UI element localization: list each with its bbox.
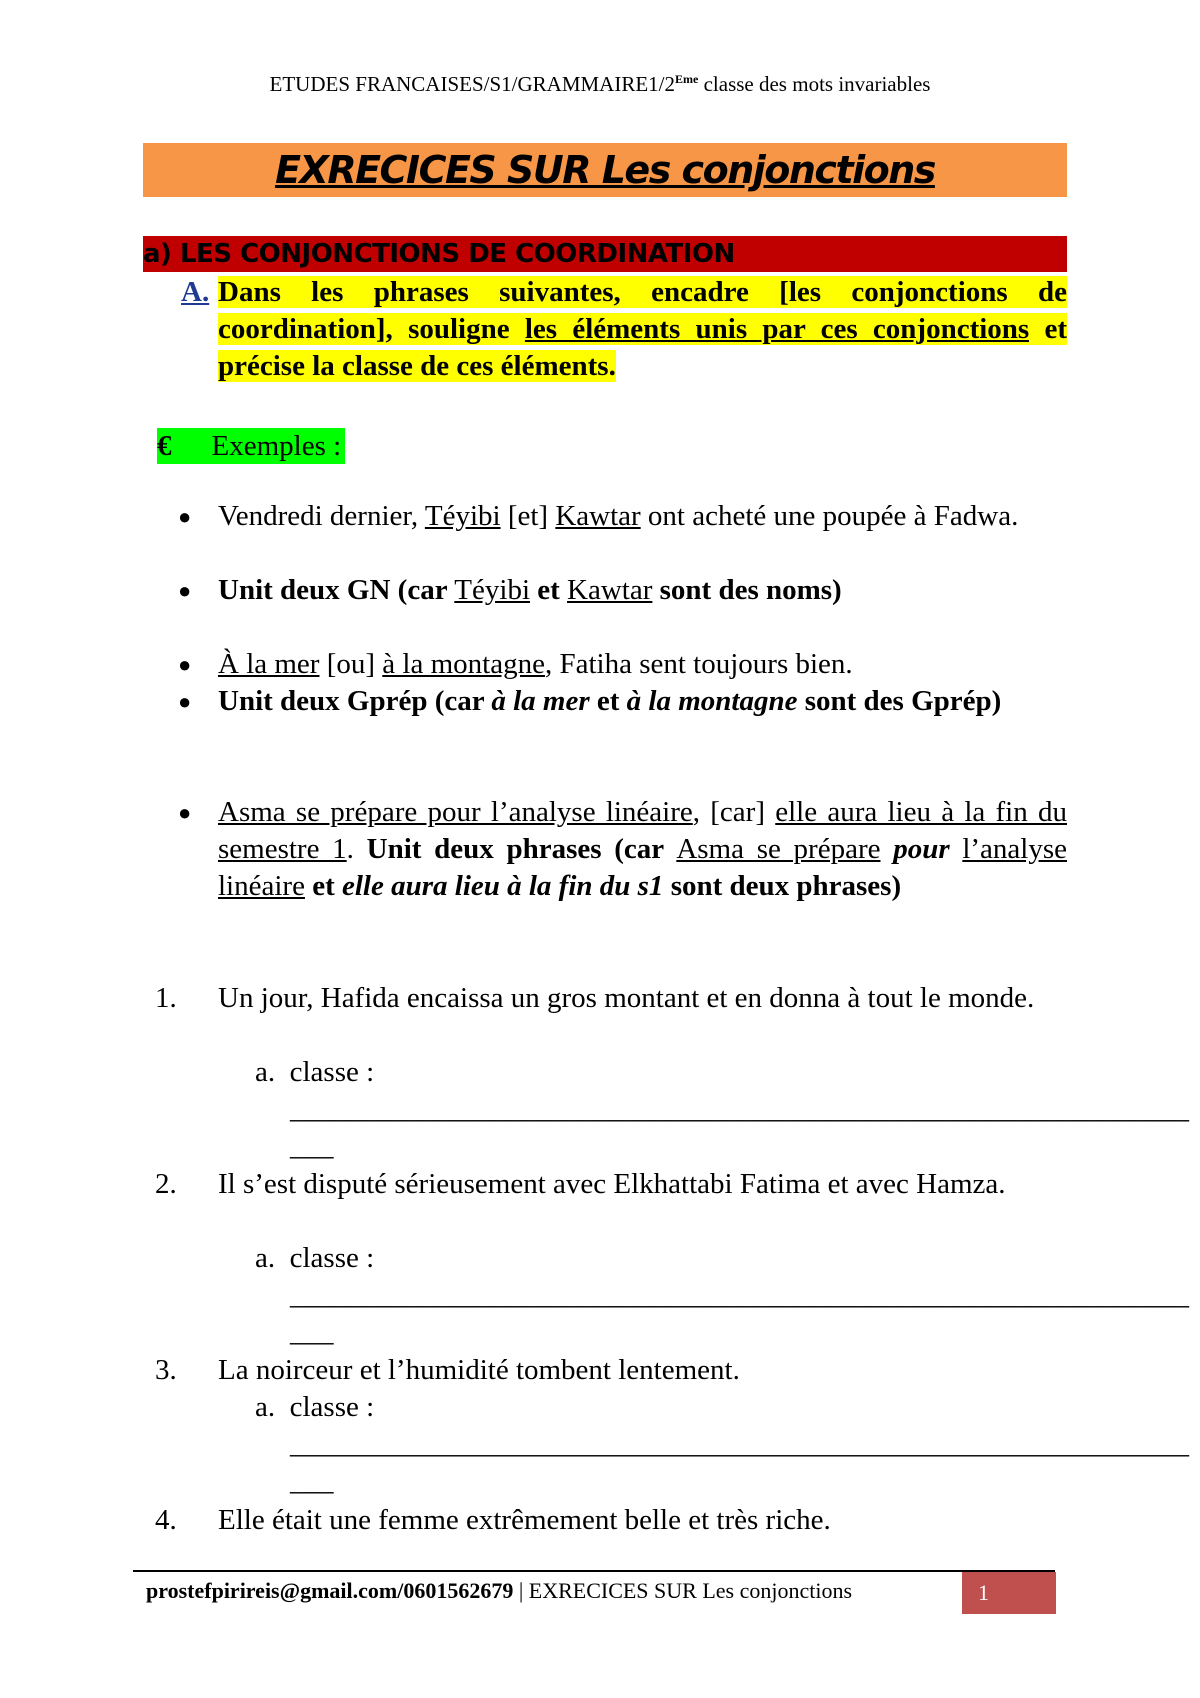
example-1: ● Vendredi dernier, Téyibi [et] Kawtar ont acheté une poupée à Fadwa. <box>218 498 1067 535</box>
example-3: ● Asma se prépare pour l’analyse linéaire, [car] elle aura lieu à la fin du semestre 1. Unit deux phrases (car Asma se prépare pour l’analyse linéaire et elle aura lieu à la fin du s1 sont deux phrases) <box>178 796 1068 902</box>
bullet-icon: ● <box>178 800 192 825</box>
header-text: ETUDES FRANCAISES/S1/GRAMMAIRE1/2 <box>269 72 676 96</box>
example-2-analysis: ● Unit deux Gprép (car à la mer et à la montagne sont des Gprép) <box>218 683 1067 720</box>
instruction-block <box>143 274 1067 385</box>
exercise-2-class-label: a. classe : <box>255 1242 375 1274</box>
header-rest: classe des mots invariables <box>698 72 931 96</box>
exercise-number: 3. <box>155 1354 177 1386</box>
exercise-2-answer-line[interactable]: ______________________________________________________________ <box>290 1279 1189 1311</box>
exercise-4-text: Elle était une femme extrêmement belle et très riche. <box>218 1504 831 1536</box>
bullet-icon: ● <box>178 689 192 714</box>
examples-label <box>157 428 345 464</box>
exercise-1-text: Un jour, Hafida encaissa un gros montant et en donna à tout le monde. <box>218 982 1035 1014</box>
examples-label-text: Exemples : <box>211 430 342 462</box>
header-superscript: Eme <box>675 72 699 86</box>
exercise-number: 2. <box>155 1168 177 1200</box>
exercise-3-answer-line-end: ___ <box>290 1465 334 1497</box>
instruction-marker: A. <box>181 276 210 308</box>
footer-doc-title: EXRECICES SUR Les conjonctions <box>528 1578 853 1603</box>
page-footer: prostefpirireis@gmail.com/0601562679 | EXRECICES SUR Les conjonctions <box>146 1578 853 1603</box>
exercise-number: 4. <box>155 1504 177 1536</box>
exercise-1-class-label: a. classe : <box>255 1056 375 1088</box>
section-heading: a) LES CONJONCTIONS DE COORDINATION <box>143 236 1067 272</box>
title-banner <box>143 143 1067 197</box>
instruction-text-2: et précise la classe de ces éléments. <box>218 313 1067 382</box>
footer-contact: prostefpirireis@gmail.com/0601562679 <box>146 1578 514 1603</box>
bullet-icon: ● <box>178 504 192 529</box>
page-number: 1 <box>962 1572 1056 1614</box>
exercise-1-answer-line[interactable]: ______________________________________________________________ <box>290 1093 1189 1125</box>
example-1-analysis: ● Unit deux GN (car Téyibi et Kawtar sont des noms) <box>218 572 1067 609</box>
exercise-3-answer-line[interactable]: ______________________________________________________________ <box>290 1428 1189 1460</box>
exercise-number: 1. <box>155 982 177 1014</box>
example-2: ● À la mer [ou] à la montagne, Fatiha sent toujours bien. <box>218 646 1067 683</box>
page-title: EXRECICES SUR Les conjonctions <box>275 148 935 192</box>
footer-rule <box>133 1570 1055 1572</box>
exercise-2-text: Il s’est disputé sérieusement avec Elkhattabi Fatima et avec Hamza. <box>218 1168 1006 1200</box>
exercise-3-class-label: a. classe : <box>255 1391 375 1423</box>
page-header <box>0 72 1200 97</box>
bullet-icon: ● <box>178 578 192 603</box>
bullet-icon: ● <box>178 652 192 677</box>
exercise-3-text: La noirceur et l’humidité tombent lentement. <box>218 1354 740 1386</box>
instruction-text-1: Dans les phrases suivantes, encadre [les conjonctions de coordination], souligne <box>218 276 1067 345</box>
instruction-text-underlined: les éléments unis par ces conjonctions <box>524 313 1030 345</box>
euro-bullet-icon: € <box>157 430 172 462</box>
exercise-2-answer-line-end: ___ <box>290 1316 334 1348</box>
exercise-1-answer-line-end: ___ <box>290 1130 334 1162</box>
